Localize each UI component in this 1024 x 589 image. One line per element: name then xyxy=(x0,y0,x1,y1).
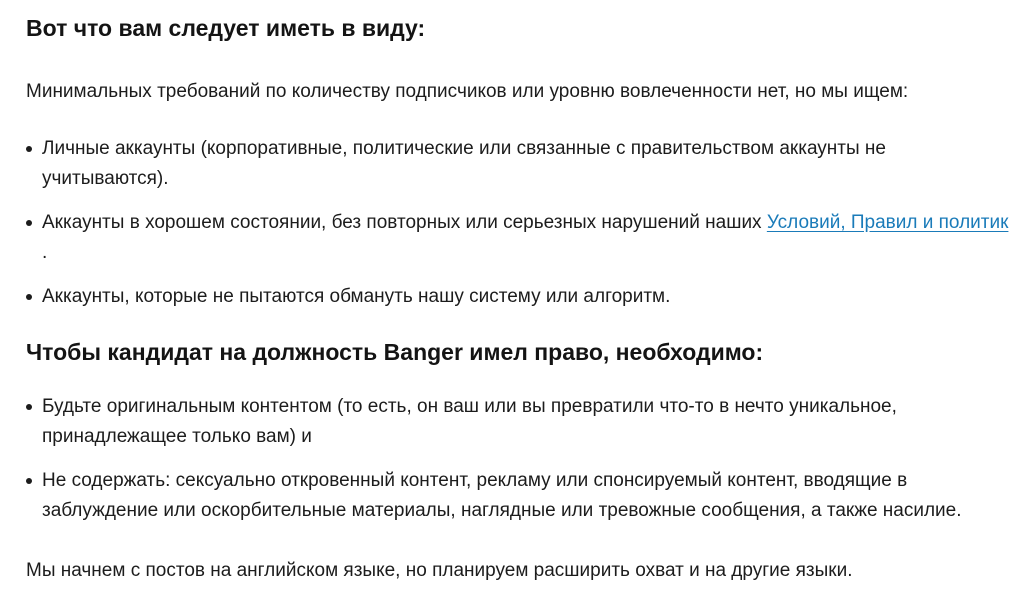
bullet-icon xyxy=(26,404,32,410)
list-item-text: Будьте оригинальным контентом (то есть, он ваш или вы превратили что-то в нечто уникальное, принадлежащее только вам) и xyxy=(42,396,897,447)
intro-paragraph: Минимальных требований по количеству подписчиков или уровню вовлеченности нет, но мы ищем: xyxy=(26,81,909,102)
list-item-text: Не содержать: сексуально откровенный контент, рекламу или спонсируемый контент, вводящие в заблуждение или оскорбительные материалы, наглядные или тревожные сообщения, а также насилие. xyxy=(42,470,962,521)
list-item-text: Личные аккаунты (корпоративные, политические или связанные с правительством аккаунты не учитываются). xyxy=(42,138,886,189)
list-item-text: Аккаунты в хорошем состоянии, без повторных или серьезных нарушений наших xyxy=(42,212,767,233)
bullet-icon xyxy=(26,220,32,226)
account-criteria-list xyxy=(26,134,1010,312)
list-item xyxy=(26,208,1010,268)
list-item xyxy=(26,134,1010,194)
terms-policies-link[interactable]: Условий, Правил и политик xyxy=(766,212,1009,233)
list-item-text-end: . xyxy=(42,242,48,263)
list-item xyxy=(26,392,1010,452)
section-heading-eligibility: Чтобы кандидат на должность Banger имел право, необходимо: xyxy=(26,339,764,365)
bullet-icon xyxy=(26,478,32,484)
list-item xyxy=(26,282,1010,312)
list-item xyxy=(26,466,1010,526)
content-criteria-list xyxy=(26,392,1010,526)
bullet-icon xyxy=(26,294,32,300)
bullet-icon xyxy=(26,146,32,152)
list-item-text: Аккаунты, которые не пытаются обмануть нашу систему или алгоритм. xyxy=(42,286,671,307)
section-heading-requirements: Вот что вам следует иметь в виду: xyxy=(26,15,426,41)
outro-paragraph: Мы начнем с постов на английском языке, но планируем расширить охват и на другие языки. xyxy=(26,560,853,581)
